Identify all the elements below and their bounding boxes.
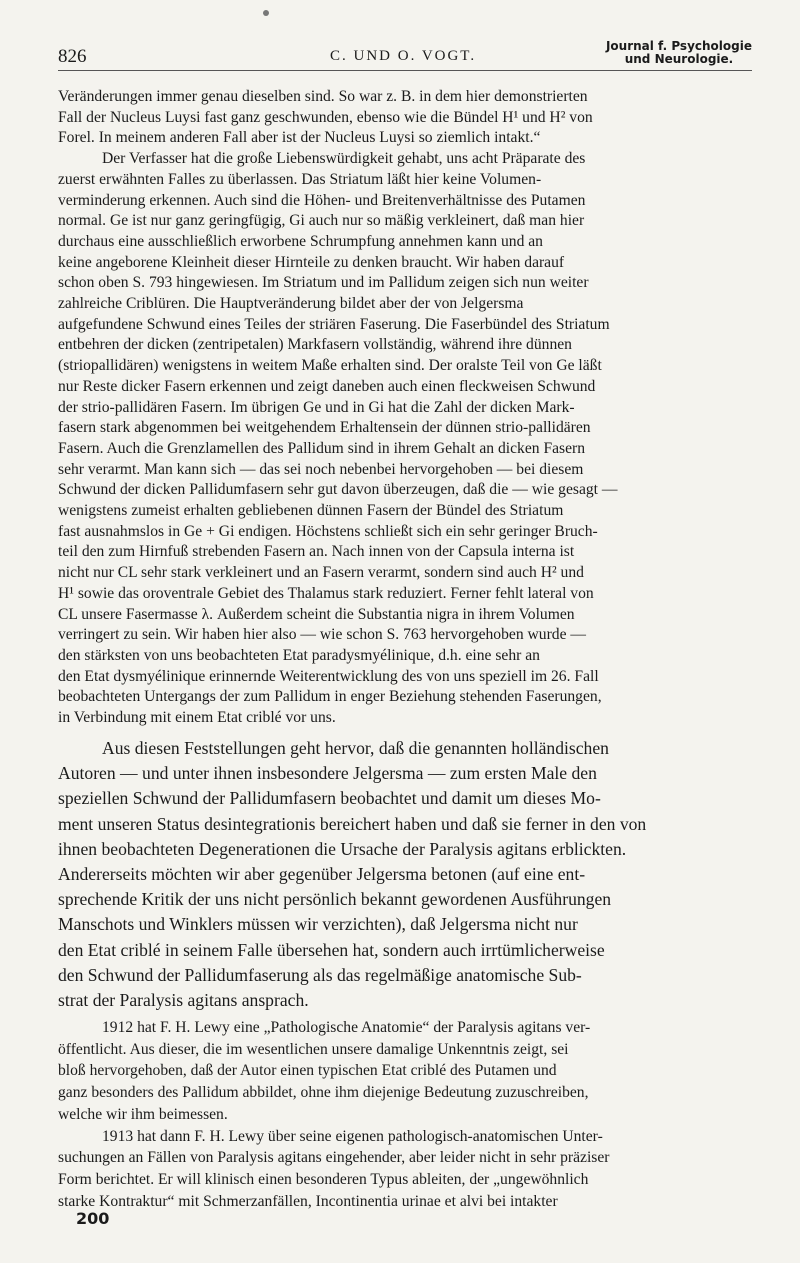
text-line: nicht nur CL sehr stark verkleinert und an Fasern verarmt, sondern sind auch H² und [58,564,584,582]
text-line: teil den zum Hirnfuß strebenden Fasern an. Nach innen von der Capsula interna ist [58,543,575,561]
text-line: ganz besonders des Pallidum abbildet, ohne ihm diejenige Bedeutung zuzuschreiben, [58,1084,589,1102]
text-line: in Verbindung mit einem Etat criblé vor uns. [58,709,336,726]
text-line: Der Verfasser hat die große Liebenswürdigkeit gehabt, uns acht Präparate des [102,150,586,168]
text-line: Autoren — und unter ihnen insbesondere Jelgersma — zum ersten Male den [58,763,597,784]
text-line: den stärksten von uns beobachteten Etat paradysmyélinique, d.h. eine sehr an [58,646,540,664]
journal-name [606,40,752,66]
text-line: Manschots und Winklers müssen wir verzichten), daß Jelgersma nicht nur [58,914,578,935]
page-header [58,40,752,70]
text-line: zuerst erwähnten Falles zu überlassen. Das Striatum läßt hier keine Volumen- [58,170,542,188]
text-line: den Etat dysmyélinique erinnernde Weiterentwicklung des von uns speziell im 26. Fall [58,667,599,685]
text-line: verminderung erkennen. Auch sind die Höhen- und Breitenverhältnisse des Putamen [58,191,586,209]
journal-line-1: Journal f. Psychologie [605,39,752,53]
text-line: sprechende Kritik der uns nicht persönlich bekannt gewordenen Ausführungen [58,889,612,910]
text-line: H¹ sowie das oroventrale Gebiet des Thalamus stark reduziert. Ferner fehlt lateral von [58,584,594,602]
text-line: wenigstens zumeist erhalten gebliebenen dünnen Fasern der Bündel des Striatum [58,502,564,519]
text-line: (striopallidären) wenigstens in weitem Maße erhalten sind. Der oralste Teil von Ge läßt [58,357,602,375]
text-line: normal. Ge ist nur ganz geringfügig, Gi auch nur so mäßig verkleinert, daß man hier [58,212,585,230]
text-line: fast ausnahmslos in Ge + Gi endigen. Höchstens schließt sich ein sehr geringer Bruch- [58,522,598,540]
text-line: sehr verarmt. Man kann sich — das sei noch nebenbei hervorgehoben — bei diesem [58,460,584,478]
text-line: 1912 hat F. H. Lewy eine „Pathologische Anatomie“ der Paralysis agitans ver- [102,1019,591,1036]
text-line: suchungen an Fällen von Paralysis agitans eingehender, aber leider nicht in sehr präziser [58,1149,610,1167]
text-line: Veränderungen immer genau dieselben sind. So war z. B. in dem hier demonstrierten [58,88,588,105]
text-line: nur Reste dicker Fasern erkennen und zeigt daneben auch einen fleckweisen Schwund [58,377,596,395]
text-line: Fall der Nucleus Luysi fast ganz geschwunden, ebenso wie die Bündel H¹ und H² von [58,108,593,126]
text-line: keine angeborene Kleinheit dieser Hirnteile zu denken braucht. Wir haben darauf [58,253,565,271]
journal-line-2: und Neurologie. [624,52,734,66]
text-line: Andererseits möchten wir aber gegenüber Jelgersma betonen (auf eine ent- [58,864,586,884]
text-line: Aus diesen Feststellungen geht hervor, daß die genannten holländischen [102,738,609,758]
text-line: fasern stark abgenommen bei weitgehendem Erhaltensein der dünnen strio-pallidären [58,419,591,437]
text-line: durchaus eine ausschließlich erworbene Schrumpfung annehmen kann und an [58,232,543,250]
signature-mark: 200 [76,1209,110,1228]
header-rule [58,70,752,71]
running-title: C. UND O. VOGT. [330,48,477,64]
text-line: ihnen beobachteten Degenerationen die Ursache der Paralysis agitans erblickten. [58,838,627,859]
text-line: den Schwund der Pallidumfaserung als das regelmäßige anatomische Sub- [58,964,582,985]
text-line: ment unseren Status desintegrationis bereichert haben und daß sie ferner in den von [58,813,647,834]
text-line: entbehren der dicken (zentripetalen) Markfasern vollständig, während ihre dünnen [58,336,572,354]
text-line: Forel. In meinem anderen Fall aber ist der Nucleus Luysi so ziemlich intakt.“ [58,129,541,147]
text-line: CL unsere Fasermasse λ. Außerdem scheint die Substantia nigra in ihrem Volumen [58,605,575,623]
page-number: 826 [58,46,87,67]
text-line: speziellen Schwund der Pallidumfasern beobachtet und damit um dieses Mo- [58,788,601,809]
text-line: welche wir ihm beimessen. [58,1105,228,1123]
text-line: zahlreiche Criblüren. Die Hauptveränderung bildet aber der von Jelgersma [58,295,524,312]
text-line: der strio-pallidären Fasern. Im übrigen Ge und in Gi hat die Zahl der dicken Mark- [58,398,575,416]
text-line: beobachteten Untergangs der zum Pallidum in enger Beziehung stehenden Faserungen, [58,688,602,706]
text-line: bloß hervorgehoben, daß der Autor einen typischen Etat criblé des Putamen und [58,1062,557,1080]
text-line: schon oben S. 793 hingewiesen. Im Striatum und im Pallidum zeigen sich nun weiter [58,274,589,292]
text-line: Form berichtet. Er will klinisch einen besonderen Typus ableiten, der „ungewöhnlich [58,1170,589,1188]
text-line: den Etat criblé in seinem Falle übersehen hat, sondern auch irrtümlicherweise [58,939,605,960]
text-line: 1913 hat dann F. H. Lewy über seine eigenen pathologisch-anatomischen Unter- [102,1127,603,1145]
text-line: öffentlicht. Aus dieser, die im wesentlichen unsere damalige Unkenntnis zeigt, sei [58,1040,569,1058]
text-line: strat der Paralysis agitans ansprach. [58,990,309,1010]
text-line: aufgefundene Schwund eines Teiles der striären Faserung. Die Faserbündel des Striatum [58,315,610,333]
text-line: verringert zu sein. Wir haben hier also — wie schon S. 763 hervorgehoben wurde — [58,626,586,644]
text-line: Schwund der dicken Pallidumfasern sehr gut davon überzeugen, daß die — wie gesagt — [58,481,618,499]
text-line: Fasern. Auch die Grenzlamellen des Pallidum sind in ihrem Gehalt an dicken Fasern [58,439,586,457]
text-line: starke Kontraktur“ mit Schmerzanfällen, Incontinentia urinae et alvi bei intakter [58,1192,558,1210]
ink-speck [263,10,269,16]
